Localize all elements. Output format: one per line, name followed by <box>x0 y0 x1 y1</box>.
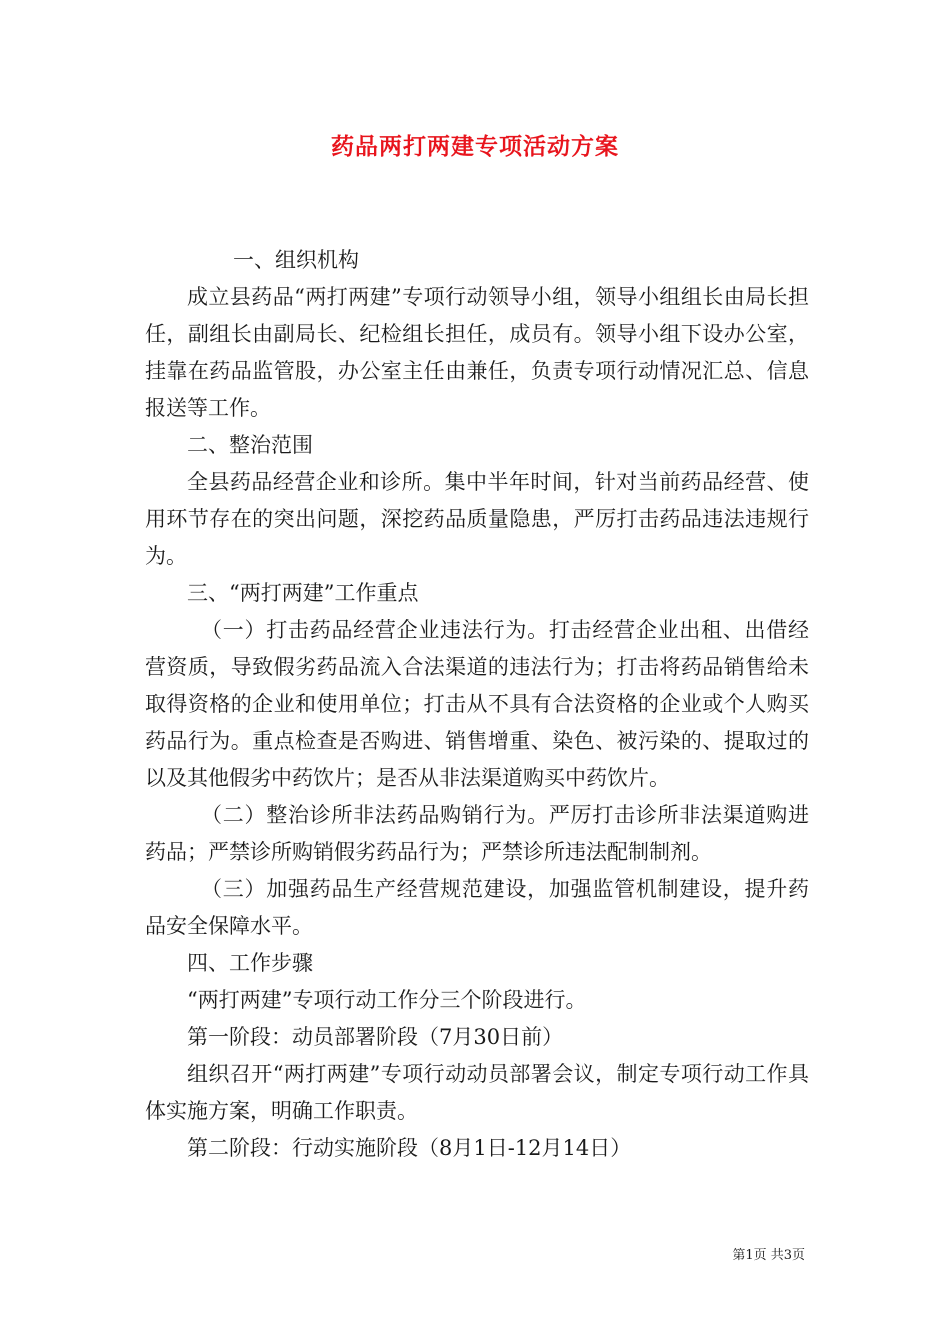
paragraph-scope: 全县药品经营企业和诊所。集中半年时间，针对当前药品经营、使用环节存在的突出问题，深挖药品质量隐患，严厉打击药品违法违规行为。 <box>145 470 809 568</box>
paragraph-organization: 成立县药品“两打两建”专项行动领导小组，领导小组组长由局长担任，副组长由副局长、纪检组长担任，成员有。领导小组下设办公室，挂靠在药品监管股，办公室主任由兼任，负责专项行动情况汇总、信息报送等工作。 <box>145 285 809 420</box>
paragraph-focus-3: （三）加强药品生产经营规范建设，加强监管机制建设，提升药品安全保障水平。 <box>145 877 809 938</box>
section-heading-organization: 一、组织机构 <box>233 248 359 272</box>
document-body <box>145 242 809 1167</box>
paragraph-focus-1: （一）打击药品经营企业违法行为。打击经营企业出租、出借经营资质，导致假劣药品流入合法渠道的违法行为；打击将药品销售给未取得资格的企业和使用单位；打击从不具有合法资格的企业或个人购买药品行为。重点检查是否购进、销售增重、染色、被污染的、提取过的以及其他假劣中药饮片；是否从非法渠道购买中药饮片。 <box>145 618 809 790</box>
section-heading-scope: 二、整治范围 <box>187 433 313 457</box>
page-number: 第1页 共3页 <box>732 1248 805 1263</box>
paragraph-steps-intro: “两打两建”专项行动工作分三个阶段进行。 <box>187 988 587 1012</box>
paragraph-stage-1: 组织召开“两打两建”专项行动动员部署会议，制定专项行动工作具体实施方案，明确工作职责。 <box>145 1062 809 1123</box>
paragraph-stage-1-heading: 第一阶段：动员部署阶段（7月30日前） <box>187 1025 564 1049</box>
paragraph-stage-2-heading: 第二阶段：行动实施阶段（8月1日-12月14日） <box>187 1136 632 1160</box>
document-title: 药品两打两建专项活动方案 <box>331 133 619 160</box>
section-heading-steps: 四、工作步骤 <box>187 951 313 975</box>
section-heading-focus: 三、“两打两建”工作重点 <box>187 581 419 605</box>
paragraph-focus-2: （二）整治诊所非法药品购销行为。严厉打击诊所非法渠道购进药品；严禁诊所购销假劣药品行为；严禁诊所违法配制制剂。 <box>145 803 809 864</box>
